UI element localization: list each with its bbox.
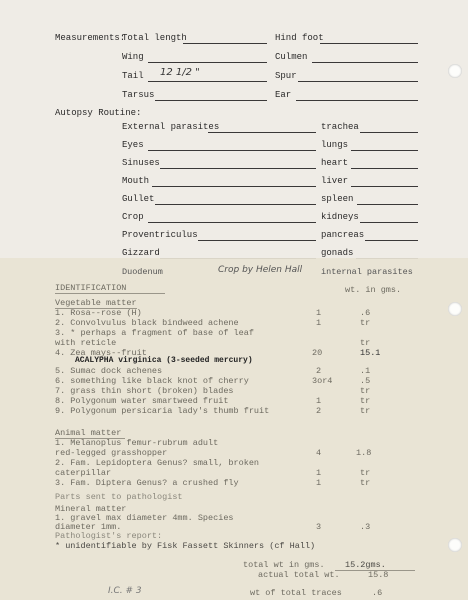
veg-item-9-count: 2 xyxy=(316,406,322,416)
actual-total-value: 15.8 xyxy=(368,570,389,580)
mineral-item-1-count: 3 xyxy=(316,522,322,532)
spleen-label: spleen xyxy=(321,194,354,204)
traces-value: .6 xyxy=(372,588,383,598)
proventriculus-label: Proventriculus xyxy=(122,230,198,240)
parts-sent-label: Parts sent to pathologist xyxy=(55,492,183,502)
external-parasites-line xyxy=(208,132,316,133)
identification-underline xyxy=(55,293,165,294)
autopsy-label: Autopsy Routine: xyxy=(55,108,142,118)
ear-label: Ear xyxy=(275,90,292,100)
duodenum-note: Crop by Helen Hall xyxy=(218,265,303,275)
animal-item-1: 1. Melanoplus femur-rubrum adult xyxy=(55,438,219,448)
animal-item-1-count: 4 xyxy=(316,448,322,458)
veg-item-9-wt: tr xyxy=(360,406,371,416)
units-label: wt. in gms. xyxy=(345,285,402,295)
veg-item-1-count: 1 xyxy=(316,308,322,318)
culmen-label: Culmen xyxy=(275,52,308,62)
animal-item-2b: caterpillar xyxy=(55,468,112,478)
veg-item-1: 1. Rosa--rose (H) xyxy=(55,308,142,318)
actual-total-label: actual total wt. xyxy=(258,570,340,580)
internal-parasites-label: internal parasites xyxy=(321,267,413,277)
animal-item-2-wt: tr xyxy=(360,468,371,478)
external-parasites-label: External parasites xyxy=(122,122,220,132)
gullet-line xyxy=(155,204,316,205)
pancreas-line xyxy=(365,240,418,241)
duodenum-label: Duodenum xyxy=(122,267,163,277)
lungs-label: lungs xyxy=(321,140,349,150)
crop-label: Crop xyxy=(122,212,144,222)
veg-item-9: 9. Polygonum persicaria lady's thumb fruit xyxy=(55,406,270,416)
veg-item-5-wt: .1 xyxy=(360,366,371,376)
tail-value: 12 1/2 " xyxy=(160,67,200,78)
tarsus-line xyxy=(155,100,267,101)
lungs-line xyxy=(351,150,418,151)
trachea-label: trachea xyxy=(321,122,359,132)
trachea-line xyxy=(360,132,418,133)
veg-item-3b: with reticle xyxy=(55,338,117,348)
veg-item-6: 6. something like black knot of cherry xyxy=(55,376,249,386)
total-wt-label: total wt in gms. xyxy=(243,560,325,570)
mouth-line xyxy=(152,186,316,187)
gullet-label: Gullet xyxy=(122,194,155,204)
veg-item-2-count: 1 xyxy=(316,318,322,328)
animal-item-3-wt: tr xyxy=(360,478,371,488)
mineral-item-1: 1. gravel max diameter 4mm. Species xyxy=(55,513,234,523)
eyes-line xyxy=(148,150,316,151)
mineral-item-1-wt: .3 xyxy=(360,522,371,532)
veg-item-8: 8. Polygonum water smartweed fruit xyxy=(55,396,229,406)
punch-hole-middle xyxy=(448,302,462,316)
veg-item-8-count: 1 xyxy=(316,396,322,406)
gonads-label: gonads xyxy=(321,248,354,258)
sinuses-line xyxy=(160,168,316,169)
eyes-label: Eyes xyxy=(122,140,144,150)
wing-label: Wing xyxy=(122,52,144,62)
animal-heading: Animal matter xyxy=(55,428,122,438)
heart-line xyxy=(351,168,418,169)
pancreas-label: pancreas xyxy=(321,230,365,240)
total-length-label: Total length xyxy=(122,33,187,43)
tail-label: Tail xyxy=(122,71,144,81)
punch-hole-top xyxy=(448,64,462,78)
proventriculus-line xyxy=(198,240,316,241)
ear-line xyxy=(296,100,418,101)
veg-item-4-count: 20 xyxy=(312,348,323,358)
veg-item-4-wt: 15.1 xyxy=(360,348,381,358)
culmen-line xyxy=(312,62,418,63)
veg-item-3: 3. * perhaps a fragment of base of leaf xyxy=(55,328,254,338)
punch-hole-bottom xyxy=(448,538,462,552)
pathologist-label: Pathologist's report: xyxy=(55,531,163,541)
vegetable-heading: Vegetable matter xyxy=(55,298,137,308)
veg-item-6-count: 3or4 xyxy=(312,376,333,386)
gizzard-label: Gizzard xyxy=(122,248,160,258)
hind-foot-label: Hind foot xyxy=(275,33,324,43)
veg-item-4: 4. Zea mays--fruit xyxy=(55,348,147,358)
mineral-item-1b: diameter 1mm. xyxy=(55,522,122,532)
wing-line xyxy=(148,62,267,63)
animal-item-2: 2. Fam. Lepidoptera Genus? small, broken xyxy=(55,458,260,468)
kidneys-line xyxy=(360,222,418,223)
animal-item-1b: red-legged grasshopper xyxy=(55,448,168,458)
kidneys-label: kidneys xyxy=(321,212,359,222)
tail-line xyxy=(148,81,267,82)
measurements-label: Measurements: xyxy=(55,33,126,43)
heart-label: heart xyxy=(321,158,349,168)
sinuses-label: Sinuses xyxy=(122,158,160,168)
animal-item-2-count: 1 xyxy=(316,468,322,478)
mineral-heading: Mineral matter xyxy=(55,504,127,514)
veg-item-3-wt: tr xyxy=(360,338,371,348)
veg-item-7-wt: tr xyxy=(360,386,371,396)
unidentifiable-note: * unidentifiable by Fisk Fassett Skinners (cf Hall) xyxy=(55,541,316,551)
veg-item-5-count: 2 xyxy=(316,366,322,376)
spleen-line xyxy=(357,204,418,205)
animal-item-3: 3. Fam. Diptera Genus? a crushed fly xyxy=(55,478,239,488)
corner-note: I.C. # 3 xyxy=(108,586,142,596)
crop-line xyxy=(148,222,316,223)
veg-item-8-wt: tr xyxy=(360,396,371,406)
tarsus-label: Tarsus xyxy=(122,90,155,100)
veg-item-5: 5. Sumac dock achenes xyxy=(55,366,163,376)
acalypha-note: ACALYPHA virginica (3-seeded mercury) xyxy=(75,356,253,365)
animal-item-3-count: 1 xyxy=(316,478,322,488)
hind-foot-line xyxy=(320,43,418,44)
mouth-label: Mouth xyxy=(122,176,150,186)
liver-line xyxy=(351,186,418,187)
identification-heading: IDENTIFICATION xyxy=(55,283,127,293)
veg-item-1-wt: .6 xyxy=(360,308,371,318)
traces-label: wt of total traces xyxy=(250,588,342,598)
veg-item-2: 2. Convolvulus black bindweed achene xyxy=(55,318,239,328)
veg-item-7: 7. grass thin short (broken) blades xyxy=(55,386,234,396)
animal-item-1-wt: 1.8 xyxy=(356,448,372,458)
liver-label: liver xyxy=(321,176,349,186)
veg-item-6-wt: .5 xyxy=(360,376,371,386)
spur-label: Spur xyxy=(275,71,297,81)
spur-line xyxy=(298,81,418,82)
total-length-line xyxy=(183,43,267,44)
veg-item-2-wt: tr xyxy=(360,318,371,328)
total-wt-value: 15.2gms. xyxy=(345,560,386,570)
